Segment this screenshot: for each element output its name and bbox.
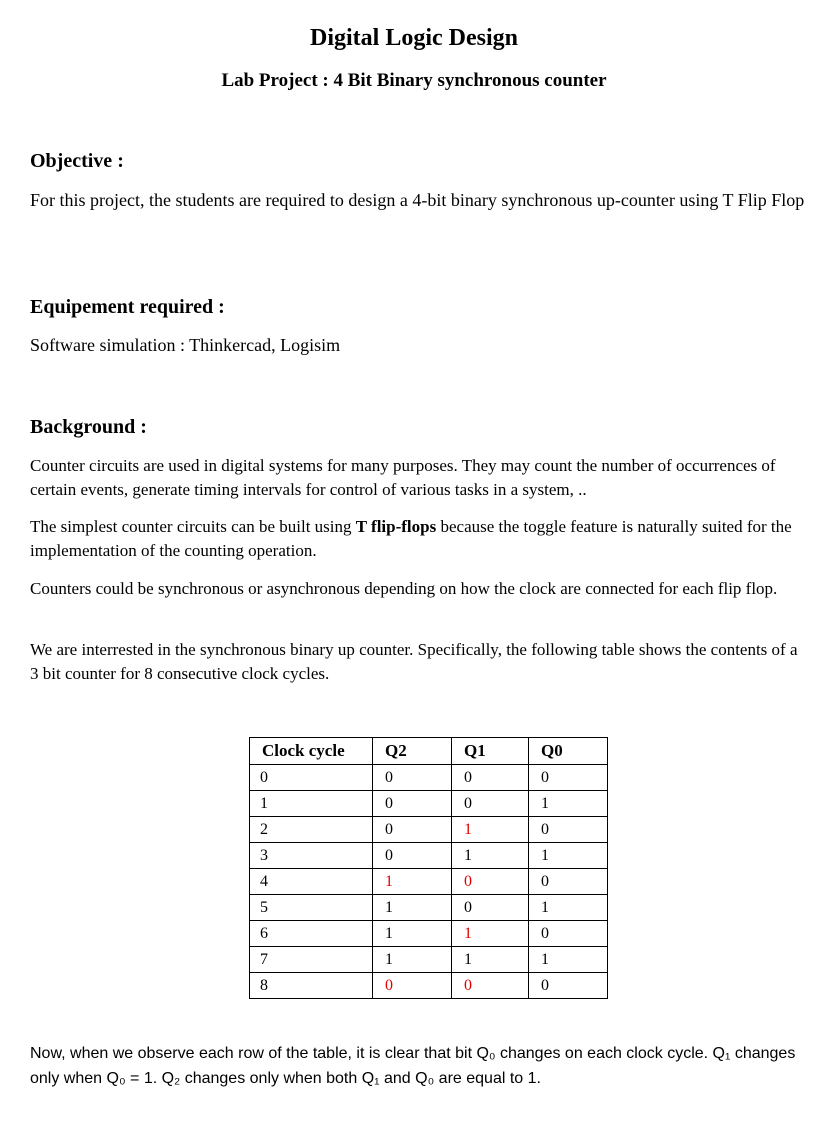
cell-q2-changed: 1 — [373, 869, 452, 895]
cell-q0: 1 — [529, 947, 608, 973]
header-q1: Q1 — [452, 738, 529, 765]
table-row — [250, 895, 608, 921]
cell-q2: 0 — [373, 817, 452, 843]
cell-cycle: 8 — [250, 973, 373, 999]
t-flip-flops-emphasis: T flip-flops — [355, 517, 437, 536]
cell-q2: 1 — [373, 947, 452, 973]
table-header-row — [250, 738, 608, 765]
cell-q0: 1 — [529, 791, 608, 817]
table-row — [250, 843, 608, 869]
cell-cycle: 1 — [250, 791, 373, 817]
cell-q1-changed: 0 — [452, 973, 529, 999]
cell-q1-changed: 1 — [452, 817, 529, 843]
document-subtitle: Lab Project : 4 Bit Binary synchronous counter — [221, 70, 607, 91]
cell-q2: 0 — [373, 843, 452, 869]
table-row — [250, 765, 608, 791]
cell-q2: 0 — [373, 791, 452, 817]
cell-q0: 1 — [529, 895, 608, 921]
cell-q1: 0 — [452, 765, 529, 791]
cell-q2-changed: 0 — [373, 973, 452, 999]
background-heading: Background : — [30, 416, 147, 438]
cell-q2: 0 — [373, 765, 452, 791]
cell-q1: 0 — [452, 791, 529, 817]
header-clock-cycle: Clock cycle — [250, 738, 373, 765]
cell-q2: 1 — [373, 921, 452, 947]
table-row — [250, 791, 608, 817]
equipment-text: Software simulation : Thinkercad, Logisim — [30, 335, 341, 355]
cell-cycle: 3 — [250, 843, 373, 869]
cell-q1-changed: 1 — [452, 921, 529, 947]
table-row — [250, 973, 608, 999]
cell-q0: 1 — [529, 843, 608, 869]
background-paragraph-3: Counters could be synchronous or asynchronous depending on how the clock are connected for each flip flop. — [30, 579, 778, 598]
conclusion-text: Now, when we observe each row of the table, it is clear that bit Q₀ changes on each clock cycle. Q₁ changes only when Q₀ = 1. Q₂ changes only when both Q₁ and Q₀ are equal to 1. — [30, 1045, 796, 1087]
counter-table — [249, 737, 608, 999]
header-q0: Q0 — [529, 738, 608, 765]
header-q2: Q2 — [373, 738, 452, 765]
table-row — [250, 869, 608, 895]
table-row — [250, 947, 608, 973]
background-paragraph-1: Counter circuits are used in digital systems for many purposes. They may count the number of occurrences of certain events, generate timing intervals for control of various tasks in a system, .. — [30, 456, 776, 499]
background-paragraph-4: We are interrested in the synchronous binary up counter. Specifically, the following table shows the contents of a 3 bit counter for 8 consecutive clock cycles. — [30, 640, 798, 683]
objective-text: For this project, the students are required to design a 4-bit binary synchronous up-counter using T Flip Flop — [30, 190, 805, 210]
cell-cycle: 2 — [250, 817, 373, 843]
cell-q0: 0 — [529, 765, 608, 791]
cell-q1: 1 — [452, 843, 529, 869]
cell-q0: 0 — [529, 921, 608, 947]
cell-cycle: 6 — [250, 921, 373, 947]
objective-heading: Objective : — [30, 150, 124, 172]
cell-q1: 0 — [452, 895, 529, 921]
document-title: Digital Logic Design — [310, 25, 518, 51]
cell-q0: 0 — [529, 869, 608, 895]
paragraph-2-text-start: The simplest counter circuits can be built using — [30, 517, 356, 536]
cell-cycle: 0 — [250, 765, 373, 791]
cell-cycle: 7 — [250, 947, 373, 973]
paragraph-2-text-end: because the toggle feature is naturally suited for the implementation of the counting operation. — [30, 517, 792, 560]
equipment-heading: Equipement required : — [30, 296, 225, 318]
background-paragraph-2 — [30, 515, 810, 563]
cell-cycle: 5 — [250, 895, 373, 921]
cell-cycle: 4 — [250, 869, 373, 895]
table-row — [250, 817, 608, 843]
table-row — [250, 921, 608, 947]
cell-q1-changed: 0 — [452, 869, 529, 895]
cell-q2: 1 — [373, 895, 452, 921]
cell-q1: 1 — [452, 947, 529, 973]
cell-q0: 0 — [529, 973, 608, 999]
cell-q0: 0 — [529, 817, 608, 843]
